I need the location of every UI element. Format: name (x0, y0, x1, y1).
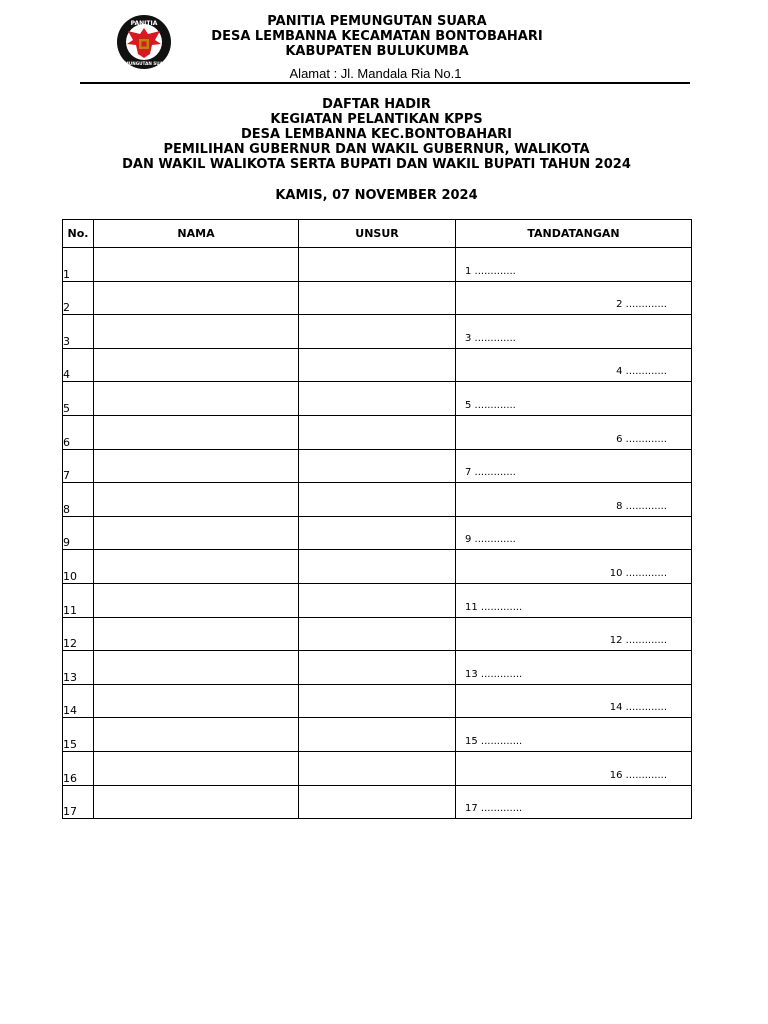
attendance-table (62, 219, 692, 819)
table-row (63, 315, 692, 349)
signature-cell[interactable] (456, 684, 692, 718)
row-number: 10 (63, 550, 94, 584)
name-cell[interactable] (94, 348, 299, 382)
name-cell[interactable] (94, 550, 299, 584)
table-row (63, 483, 692, 517)
unsur-cell[interactable] (299, 248, 456, 282)
row-number: 6 (63, 415, 94, 449)
signature-cell[interactable] (456, 449, 692, 483)
table-row (63, 382, 692, 416)
signature-line: 14 ............. (609, 702, 667, 714)
signature-line: 13 ............. (465, 668, 523, 680)
row-number: 3 (63, 315, 94, 349)
unsur-cell[interactable] (299, 684, 456, 718)
signature-cell[interactable] (456, 550, 692, 584)
svg-text:PANITIA: PANITIA (130, 20, 158, 27)
unsur-cell[interactable] (299, 751, 456, 785)
title-line: DAFTAR HADIR (322, 97, 431, 112)
signature-cell[interactable] (456, 415, 692, 449)
unsur-cell[interactable] (299, 516, 456, 550)
signature-line: 6 ............. (616, 433, 667, 445)
header-unsur: UNSUR (299, 220, 456, 248)
unsur-cell[interactable] (299, 348, 456, 382)
table-row (63, 516, 692, 550)
name-cell[interactable] (94, 583, 299, 617)
row-number: 4 (63, 348, 94, 382)
table-row (63, 583, 692, 617)
table-header-row (63, 220, 692, 248)
signature-cell[interactable] (456, 583, 692, 617)
event-date: KAMIS, 07 NOVEMBER 2024 (275, 188, 478, 203)
table-row (63, 248, 692, 282)
header-tandatangan: TANDATANGAN (456, 220, 692, 248)
signature-cell[interactable] (456, 248, 692, 282)
org-line: KABUPATEN BULUKUMBA (285, 44, 469, 59)
table-row (63, 281, 692, 315)
table-row (63, 751, 692, 785)
row-number: 1 (63, 248, 94, 282)
table-row (63, 684, 692, 718)
name-cell[interactable] (94, 483, 299, 517)
row-number: 16 (63, 751, 94, 785)
org-line: DESA LEMBANNA KECAMATAN BONTOBAHARI (211, 29, 543, 44)
name-cell[interactable] (94, 415, 299, 449)
unsur-cell[interactable] (299, 281, 456, 315)
table-row (63, 651, 692, 685)
table-row (63, 718, 692, 752)
unsur-cell[interactable] (299, 315, 456, 349)
unsur-cell[interactable] (299, 583, 456, 617)
name-cell[interactable] (94, 516, 299, 550)
row-number: 8 (63, 483, 94, 517)
name-cell[interactable] (94, 315, 299, 349)
signature-line: 4 ............. (616, 366, 667, 378)
row-number: 12 (63, 617, 94, 651)
name-cell[interactable] (94, 382, 299, 416)
table-row (63, 348, 692, 382)
org-line: PANITIA PEMUNGUTAN SUARA (267, 14, 487, 29)
signature-line: 16 ............. (609, 769, 667, 781)
unsur-cell[interactable] (299, 550, 456, 584)
unsur-cell[interactable] (299, 718, 456, 752)
table-row (63, 415, 692, 449)
document-title (0, 97, 753, 172)
name-cell[interactable] (94, 281, 299, 315)
table-row (63, 617, 692, 651)
table-row (63, 449, 692, 483)
row-number: 5 (63, 382, 94, 416)
row-number: 13 (63, 651, 94, 685)
signature-line: 7 ............. (465, 467, 516, 479)
name-cell[interactable] (94, 449, 299, 483)
signature-cell[interactable] (456, 718, 692, 752)
svg-text:PEMUNGUTAN SUARA: PEMUNGUTAN SUARA (118, 61, 170, 66)
header-no: No. (63, 220, 94, 248)
signature-line: 11 ............. (465, 601, 523, 613)
title-line: PEMILIHAN GUBERNUR DAN WAKIL GUBERNUR, WALIKOTA (163, 142, 590, 157)
name-cell[interactable] (94, 651, 299, 685)
signature-cell[interactable] (456, 516, 692, 550)
garuda-logo-icon (112, 14, 176, 70)
row-number: 15 (63, 718, 94, 752)
signature-line: 2 ............. (616, 299, 667, 311)
signature-cell[interactable] (456, 651, 692, 685)
unsur-cell[interactable] (299, 651, 456, 685)
name-cell[interactable] (94, 617, 299, 651)
title-line: DESA LEMBANNA KEC.BONTOBAHARI (241, 127, 512, 142)
table-row (63, 550, 692, 584)
signature-line: 17 ............. (465, 803, 523, 815)
name-cell[interactable] (94, 751, 299, 785)
organization-header (175, 14, 579, 59)
signature-line: 9 ............. (465, 534, 516, 546)
name-cell[interactable] (94, 718, 299, 752)
signature-cell[interactable] (456, 382, 692, 416)
title-line: DAN WAKIL WALIKOTA SERTA BUPATI DAN WAKIL BUPATI TAHUN 2024 (122, 157, 631, 172)
signature-line: 8 ............. (616, 500, 667, 512)
signature-line: 12 ............. (609, 635, 667, 647)
unsur-cell[interactable] (299, 785, 456, 819)
signature-cell[interactable] (456, 483, 692, 517)
signature-line: 5 ............. (465, 399, 516, 411)
signature-cell[interactable] (456, 785, 692, 819)
name-cell[interactable] (94, 248, 299, 282)
signature-cell[interactable] (456, 315, 692, 349)
row-number: 2 (63, 281, 94, 315)
unsur-cell[interactable] (299, 617, 456, 651)
signature-cell[interactable] (456, 617, 692, 651)
signature-line: 1 ............. (465, 265, 516, 277)
unsur-cell[interactable] (299, 415, 456, 449)
signature-line: 10 ............. (609, 567, 667, 579)
unsur-cell[interactable] (299, 382, 456, 416)
name-cell[interactable] (94, 684, 299, 718)
name-cell[interactable] (94, 785, 299, 819)
row-number: 14 (63, 684, 94, 718)
signature-cell[interactable] (456, 348, 692, 382)
signature-cell[interactable] (456, 751, 692, 785)
signature-line: 3 ............. (465, 332, 516, 344)
header-nama: NAMA (94, 220, 299, 248)
header-divider (80, 82, 690, 84)
row-number: 11 (63, 583, 94, 617)
unsur-cell[interactable] (299, 449, 456, 483)
unsur-cell[interactable] (299, 483, 456, 517)
row-number: 7 (63, 449, 94, 483)
signature-line: 15 ............. (465, 735, 523, 747)
signature-cell[interactable] (456, 281, 692, 315)
row-number: 17 (63, 785, 94, 819)
table-row (63, 785, 692, 819)
row-number: 9 (63, 516, 94, 550)
title-line: KEGIATAN PELANTIKAN KPPS (270, 112, 483, 127)
address-line: Alamat : Jl. Mandala Ria No.1 (289, 66, 462, 81)
